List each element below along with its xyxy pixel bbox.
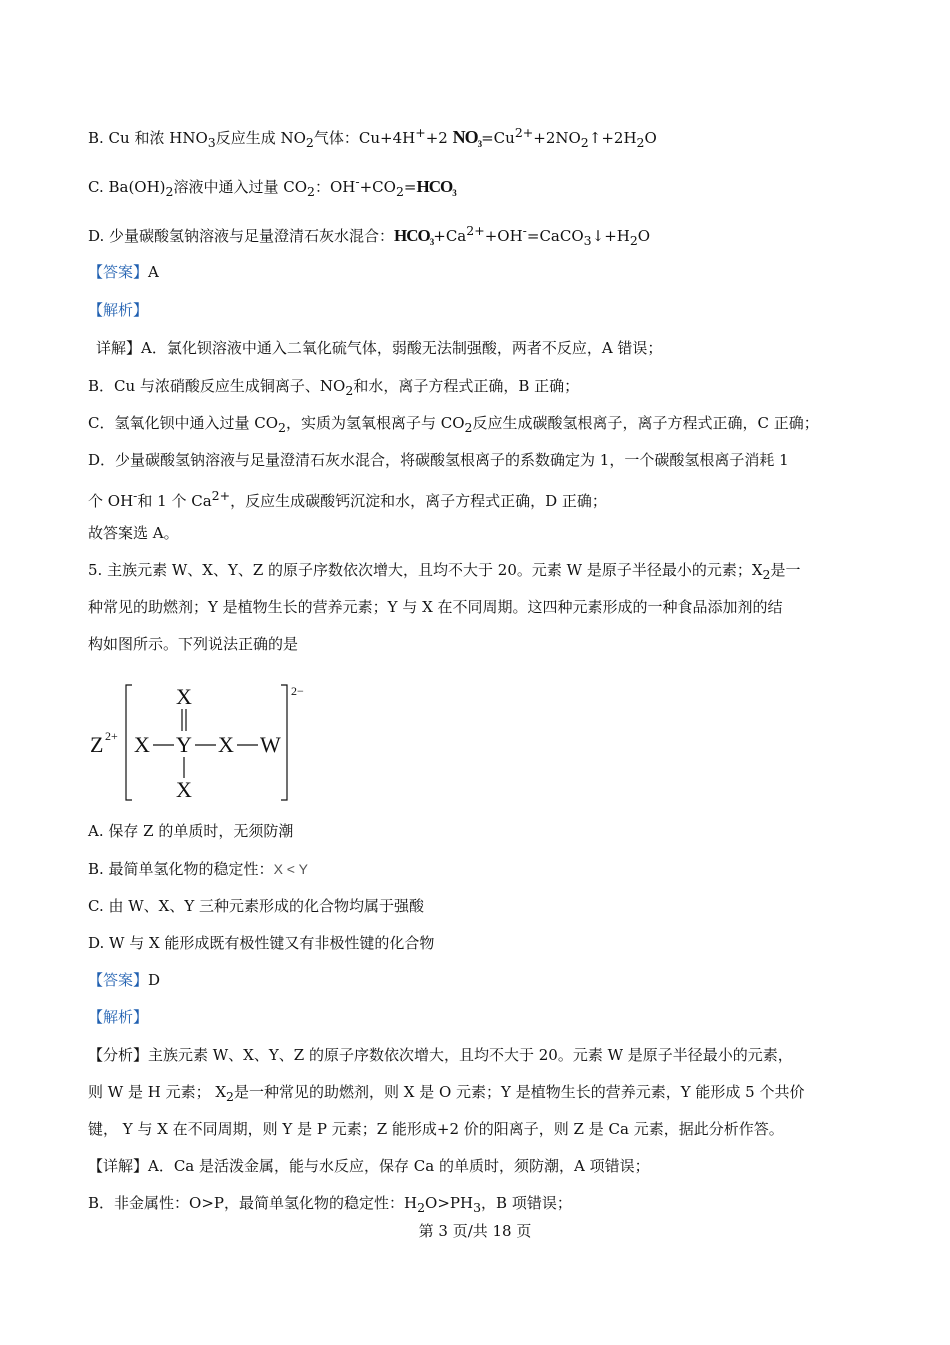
sub: 2 (307, 184, 315, 199)
text: +2NO (533, 129, 581, 147)
up-arrow: ↑ (588, 129, 602, 147)
sup: 2+ (514, 125, 534, 140)
anion-charge: 2− (291, 684, 304, 698)
text: ：OH (314, 178, 356, 196)
text: 反应生成碳酸氢根离子，离子方程式正确，C 正确； (472, 414, 819, 432)
q5-line-2: 种常见的助燃剂；Y 是植物生长的营养元素；Y 与 X 在不同周期。这四种元素形成的一种食品添加剂的结 (88, 598, 783, 616)
text: ，反应生成碳酸钙沉淀和水，离子方程式正确，D 正确； (230, 492, 607, 510)
page-footer: 第 3 页/共 18 页 (418, 1222, 532, 1240)
text: +2 (425, 129, 448, 147)
text: 气体：Cu+4H (313, 129, 416, 147)
sub: 2 (305, 135, 314, 150)
analysis2-line-5: B．非金属性：O>P，最简单氢化物的稳定性：$H_2O>PH_3$，B 项错误； (88, 1194, 572, 1215)
answer-value: D (148, 971, 161, 989)
text: B. Cu 和浓 HNO (88, 129, 208, 147)
text: +Ca (433, 227, 467, 245)
sub: 2 (165, 184, 174, 199)
text: 是一种常见的助燃剂，则 X 是 O 元素；Y 是植物生长的营养元素，Y 能形成 5 个共价 (233, 1083, 805, 1101)
detail-line-2: B．Cu 与浓硝酸反应生成铜离子、$NO_2$和水，离子方程式正确，B 正确； (88, 377, 580, 398)
down-arrow: ↓ (591, 227, 605, 245)
q5-option-a: A. 保存 Z 的单质时，无须防潮 (88, 822, 294, 840)
option-d: D. 少量碳酸氢钠溶液与足量澄清石灰水混合：$HCO_3+Ca^{2+}+OH^-=CaCO_3↓+H_2O$ (88, 223, 651, 248)
x-mid-atom: X (218, 732, 234, 757)
z-atom: Z (90, 732, 104, 757)
x-bottom-atom: X (176, 777, 192, 802)
text: +2H (601, 129, 637, 147)
q5-option-d: D. W 与 X 能形成既有极性键又有非极性键的化合物 (88, 934, 435, 952)
analysis2-line-2: 则 W 是 H 元素； $X_2$是一种常见的助燃剂，则 X 是 O 元素；Y 是植物生长的营养元素，Y 能形成 5 个共价 (88, 1083, 805, 1104)
y-atom: Y (176, 732, 192, 757)
option-c: C. $Ba(OH)_2$溶液中通入过量 $CO_2$：$OH^-+CO_2=HCO_3$ (88, 174, 456, 199)
bicarbonate-formula-image: HCO (416, 177, 453, 196)
text: =CaCO (526, 227, 584, 245)
answer-value: A (148, 263, 159, 281)
x-top-atom: X (176, 684, 192, 709)
w-atom: W (260, 732, 281, 757)
text: O (644, 129, 657, 147)
text: = (403, 178, 417, 196)
text: 则 W 是 H 元素； X (88, 1083, 227, 1101)
text: 是一 (770, 561, 801, 579)
detail-line-1: 详解】A．氯化钡溶液中通入二氧化硫气体，弱酸无法制强酸，两者不反应，A 错误； (96, 339, 663, 357)
sup: - (355, 174, 360, 189)
text: =Cu (481, 129, 515, 147)
answer-2 (88, 970, 160, 990)
analysis2-line-3: 键， Y 与 X 在不同周期，则 Y 是 P 元素；Z 能形成+2 价的阳离子，则 Z 是 Ca 元素，据此分析作答。 (88, 1120, 784, 1138)
text: D. 少量碳酸氢钠溶液与足量澄清石灰水混合： (88, 227, 395, 245)
answer-1 (88, 262, 159, 282)
q5-line-3: 构如图所示。下列说法正确的是 (88, 635, 299, 653)
left-bracket (126, 685, 132, 800)
detail-line-4: D．少量碳酸氢钠溶液与足量澄清石灰水混合，将碳酸氢根离子的系数确定为 1，一个碳酸氢根离子消耗 1 (88, 451, 789, 469)
analysis2-line-1: 【分析】主族元素 W、X、Y、Z 的原子序数依次增大，且均不大于 20。元素 W 是原子半径最小的元素， (88, 1046, 793, 1064)
text: B．非金属性：O>P，最简单氢化物的稳定性：H (88, 1194, 418, 1212)
q5-line-1: 5. 主族元素 W、X、Y、Z 的原子序数依次增大，且均不大于 20。元素 W 是原子半径最小的元素；$X_2$是一 (88, 561, 801, 582)
text: 和水，离子方程式正确，B 正确； (353, 377, 580, 395)
text: 溶液中通入过量 CO (173, 178, 308, 196)
sup: - (522, 223, 527, 238)
detail-line-5: 个 OH-和 1 个 $Ca^{2+}$，反应生成碳酸钙沉淀和水，离子方程式正确，D 正确； (88, 488, 607, 510)
text: +CO (359, 178, 396, 196)
inequality-image: X < Y (273, 861, 308, 877)
option-b: B. Cu 和浓 $HNO_3$反应生成 $NO_2$气体：Cu+4H++2 $NO_3=Cu^{2+}+2NO_2↑+2H_2O$ (88, 125, 657, 150)
text: O>PH (425, 1194, 474, 1212)
text: B．Cu 与浓硝酸反应生成铜离子、NO (88, 377, 346, 395)
answer-tag: 【答案】 (88, 263, 149, 281)
text: 5. 主族元素 W、X、Y、Z 的原子序数依次增大，且均不大于 20。元素 W 是原子半径最小的元素；X (88, 561, 763, 579)
q5-option-b (88, 859, 308, 879)
sub: 3 (207, 135, 216, 150)
analysis-tag-2: 【解析】 (88, 1008, 149, 1026)
detail-line-6: 故答案选 A。 (88, 524, 179, 542)
sub: 3 (583, 233, 592, 248)
sup: + (415, 125, 426, 140)
analysis-tag-1: 【解析】 (88, 301, 149, 319)
sub: 2 (629, 233, 638, 248)
bicarbonate-formula-image: HCO (394, 226, 430, 245)
text: 个 OH (88, 492, 134, 510)
text: +H (604, 227, 630, 245)
text: ，实质为氢氧根离子与 CO (285, 414, 465, 432)
answer-tag: 【答案】 (88, 971, 149, 989)
structure-diagram (88, 680, 328, 805)
text: B. 最简单氢化物的稳定性： (88, 860, 274, 878)
text: 反应生成 NO (215, 129, 306, 147)
text: ，B 项错误； (481, 1194, 572, 1212)
q5-option-c: C. 由 W、X、Y 三种元素形成的化合物均属于强酸 (88, 897, 425, 915)
x-left-atom: X (134, 732, 150, 757)
z-charge: 2+ (105, 729, 118, 743)
text: 和 1 个 Ca (137, 492, 212, 510)
text: C．氢氧化钡中通入过量 CO (88, 414, 279, 432)
right-bracket (281, 685, 287, 800)
detail-line-3: C．氢氧化钡中通入过量 $CO_2$，实质为氢氧根离子与 $CO_2$反应生成碳酸氢根离子，离子方程式正确，C 正确； (88, 414, 819, 435)
analysis2-line-4: 【详解】A．Ca 是活泼金属，能与水反应，保存 Ca 的单质时，须防潮，A 项错误； (88, 1157, 650, 1175)
sup: 2+ (466, 223, 485, 238)
text: C. Ba(OH) (88, 178, 166, 196)
nitrate-formula-image: NO (452, 127, 478, 147)
text: +OH (484, 227, 523, 245)
text: O (637, 227, 651, 245)
